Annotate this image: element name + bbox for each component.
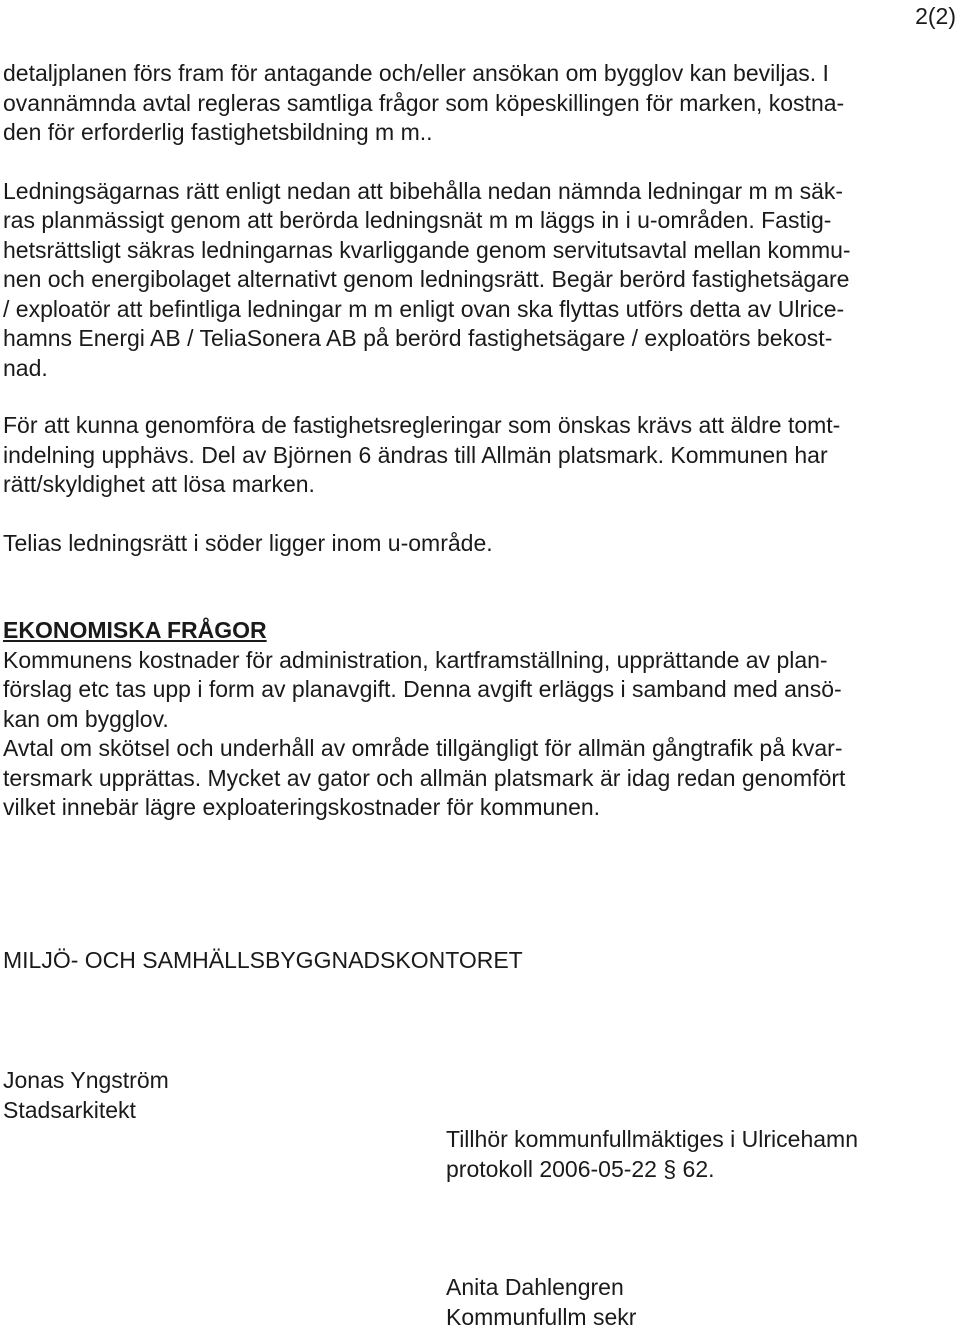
office-name: MILJÖ- OCH SAMHÄLLSBYGGNADSKONTORET xyxy=(3,947,523,973)
ledning-line: hamns Energi AB / TeliaSonera AB på berörd fastighetsägare / exploatörs bekost- xyxy=(3,325,833,351)
section-heading-ekonomi: EKONOMISKA FRÅGOR xyxy=(3,617,267,643)
document-body xyxy=(3,59,955,823)
telia-line: Telias ledningsrätt i söder ligger inom u-område. xyxy=(3,529,493,556)
intro-line: den för erforderlig fastighetsbildning m m.. xyxy=(3,119,433,145)
ekonomi-paragraph-2 xyxy=(3,734,955,823)
page-number: 2(2) xyxy=(915,3,956,29)
ekonomi-paragraph-1 xyxy=(3,646,955,735)
signer-title: Stadsarkitekt xyxy=(3,1097,136,1123)
ledning-line: hetsrättsligt säkras ledningarnas kvarliggande genom servitutsavtal mellan kommu- xyxy=(3,236,851,263)
approval-note xyxy=(446,1124,858,1184)
ledning-line: ras planmässigt genom att berörda ledningsnät m m läggs in i u-områden. Fastig- xyxy=(3,207,832,233)
ekonomi-line: förslag etc tas upp i form av planavgift. Denna avgift erläggs i samband med ansö- xyxy=(3,676,842,702)
signer-name: Jonas Yngström xyxy=(3,1067,169,1093)
ledning-line: nen och energibolaget alternativt genom ledningsrätt. Begär berörd fastighetsägare xyxy=(3,266,850,292)
clerk-title: Kommunfullm sekr xyxy=(446,1304,637,1330)
ledning-line: nad. xyxy=(3,354,48,381)
genomfora-line: rätt/skyldighet att lösa marken. xyxy=(3,471,315,497)
ekonomi-line: Kommunens kostnader för administration, kartframställning, upprättande av plan- xyxy=(3,646,828,673)
telia-paragraph xyxy=(3,529,955,559)
approval-line-1: Tillhör kommunfullmäktiges i Ulricehamn xyxy=(446,1126,858,1152)
ekonomi-line: kan om bygglov. xyxy=(3,705,169,732)
ledning-paragraph xyxy=(3,177,955,384)
intro-paragraph xyxy=(3,59,955,148)
intro-line: ovannämnda avtal regleras samtliga frågor som köpeskillingen för marken, kostna- xyxy=(3,89,845,116)
signature-block xyxy=(3,1065,169,1125)
ekonomi-line: tersmark upprättas. Mycket av gator och allmän platsmark är idag redan genomfört xyxy=(3,764,846,791)
ledning-line: Ledningsägarnas rätt enligt nedan att bibehålla nedan nämnda ledningar m m säk- xyxy=(3,177,844,204)
genomfora-paragraph xyxy=(3,411,955,500)
ekonomi-line: vilket innebär lägre exploateringskostnader för kommunen. xyxy=(3,794,601,820)
genomfora-line: För att kunna genomföra de fastighetsregleringar som önskas krävs att äldre tomt- xyxy=(3,412,841,438)
clerk-name: Anita Dahlengren xyxy=(446,1274,624,1300)
ekonomi-line: Avtal om skötsel och underhåll av område tillgängligt för allmän gångtrafik på kvar- xyxy=(3,735,843,761)
approval-line-2: protokoll 2006-05-22 § 62. xyxy=(446,1156,715,1182)
genomfora-line: indelning upphävs. Del av Björnen 6 ändras till Allmän platsmark. Kommunen har xyxy=(3,441,828,468)
ledning-line: / exploatör att befintliga ledningar m m enligt ovan ska flyttas utförs detta av Ulrice- xyxy=(3,295,845,322)
intro-line: detaljplanen förs fram för antagande och/eller ansökan om bygglov kan beviljas. I xyxy=(3,60,829,86)
clerk-block xyxy=(446,1272,636,1332)
